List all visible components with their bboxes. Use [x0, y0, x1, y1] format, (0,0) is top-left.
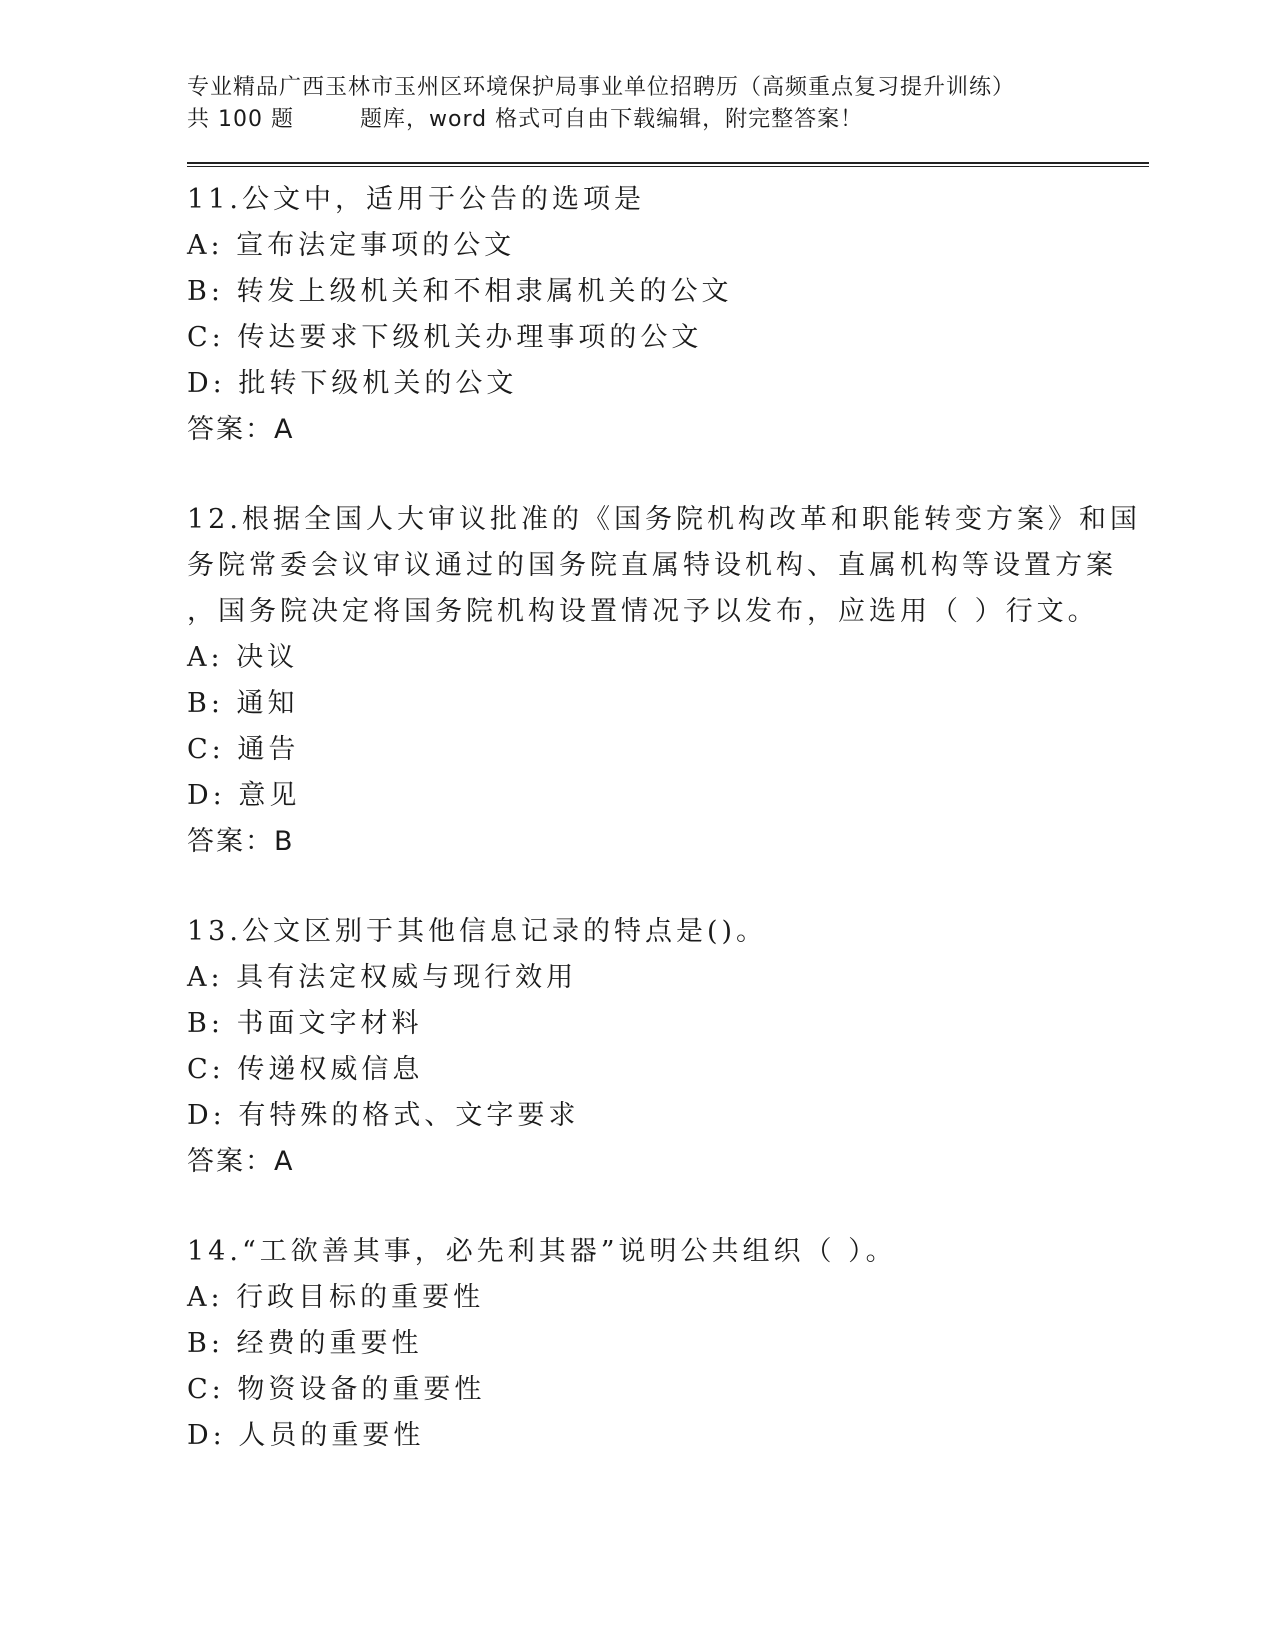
option-b: B: 通知	[187, 688, 299, 719]
question-count: 共 100 题	[187, 107, 294, 132]
option-b: B: 转发上级机关和不相隶属机关的公文	[187, 276, 733, 307]
question-item	[187, 1229, 1149, 1459]
option-b: B: 经费的重要性	[187, 1328, 423, 1359]
question-item	[187, 909, 1149, 1185]
question-stem: 11.公文中，适用于公告的选项是	[187, 184, 645, 215]
option-c: C: 通告	[187, 734, 300, 765]
question-stem: 14.“工欲善其事，必先利其器”说明公共组织（ ）。	[187, 1236, 897, 1267]
answer-line: 答案：A	[187, 414, 295, 445]
option-a: A: 宣布法定事项的公文	[187, 230, 516, 261]
document-header	[187, 72, 1149, 136]
question-item	[187, 177, 1149, 453]
header-divider	[187, 162, 1149, 167]
document-page	[187, 72, 1149, 1503]
option-d: D: 意见	[187, 780, 301, 811]
question-stem: 13.公文区别于其他信息记录的特点是()。	[187, 916, 768, 947]
answer-line: 答案：A	[187, 1146, 295, 1177]
question-item	[187, 497, 1149, 865]
option-a: A: 具有法定权威与现行效用	[187, 962, 578, 993]
option-c: C: 传递权威信息	[187, 1054, 424, 1085]
answer-line: 答案：B	[187, 826, 295, 857]
option-a: A: 行政目标的重要性	[187, 1282, 485, 1313]
question-list	[187, 177, 1149, 1459]
option-d: D: 批转下级机关的公文	[187, 368, 518, 399]
option-d: D: 人员的重要性	[187, 1420, 425, 1451]
header-description: 题库，word 格式可自由下载编辑，附完整答案！	[360, 107, 864, 132]
option-b: B: 书面文字材料	[187, 1008, 423, 1039]
header-title-line: 专业精品广西玉林市玉州区环境保护局事业单位招聘历（高频重点复习提升训练）	[187, 75, 1016, 100]
option-c: C: 传达要求下级机关办理事项的公文	[187, 322, 703, 353]
option-d: D: 有特殊的格式、文字要求	[187, 1100, 580, 1131]
option-c: C: 物资设备的重要性	[187, 1374, 486, 1405]
header-subtitle-line	[187, 104, 1149, 136]
question-stem-continued: ，国务院决定将国务院机构设置情况予以发布，应选用（ ）行文。	[187, 596, 1099, 627]
option-a: A: 决议	[187, 642, 299, 673]
question-stem-continued: 务院常委会议审议通过的国务院直属特设机构、直属机构等设置方案	[187, 550, 1117, 581]
question-stem: 12.根据全国人大审议批准的《国务院机构改革和职能转变方案》和国	[187, 504, 1141, 535]
